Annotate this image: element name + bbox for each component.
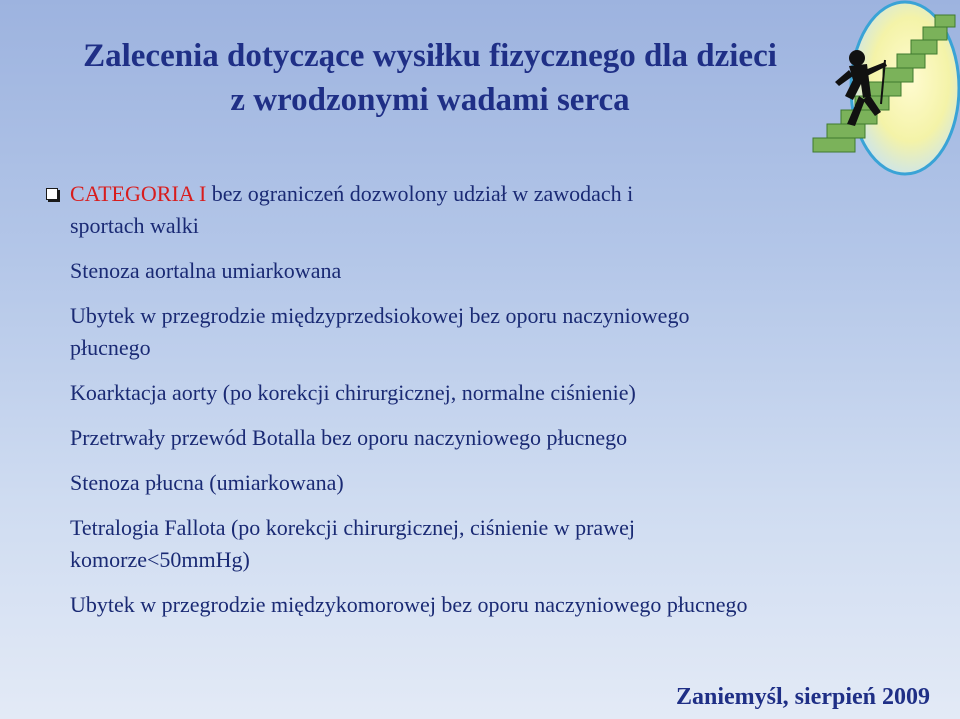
item-coarctation: Koarktacja aorty (po korekcji chirurgicznej, normalne ciśnienie) (70, 380, 636, 405)
item-asd-line-2: płucnego (70, 335, 151, 360)
item-pda: Przetrwały przewód Botalla bez oporu naczyniowego płucnego (70, 425, 628, 450)
item-fallot-line-1: Tetralogia Fallota (po korekcji chirurgicznej, ciśnienie w prawej (70, 515, 635, 540)
item-vsd: Ubytek w przegrodzie międzykomorowej bez oporu naczyniowego płucnego (70, 592, 748, 617)
category-label: CATEGORIA I (70, 181, 207, 206)
title-line-2: z wrodzonymi wadami serca (230, 82, 630, 118)
item-fallot-line-2: komorze<50mmHg) (70, 547, 250, 572)
item-aortic-stenosis: Stenoza aortalna umiarkowana (70, 258, 342, 283)
slide-content (70, 178, 930, 621)
category-line (70, 178, 930, 210)
title-line-1: Zalecenia dotyczące wysiłku fizycznego dla dzieci (83, 38, 777, 74)
category-description-cont: sportach walki (70, 213, 199, 238)
category-description: bez ograniczeń dozwolony udział w zawodach i (206, 181, 634, 206)
item-asd-line-1: Ubytek w przegrodzie międzyprzedsiokowej bez oporu naczyniowego (70, 303, 690, 328)
checkbox-bullet-icon (46, 188, 58, 200)
footer-location-date: Zaniemyśl, sierpień 2009 (675, 684, 930, 710)
slide-title (0, 34, 860, 122)
stair-climber-illustration (805, 0, 960, 178)
item-pulmonary-stenosis: Stenoza płucna (umiarkowana) (70, 470, 344, 495)
